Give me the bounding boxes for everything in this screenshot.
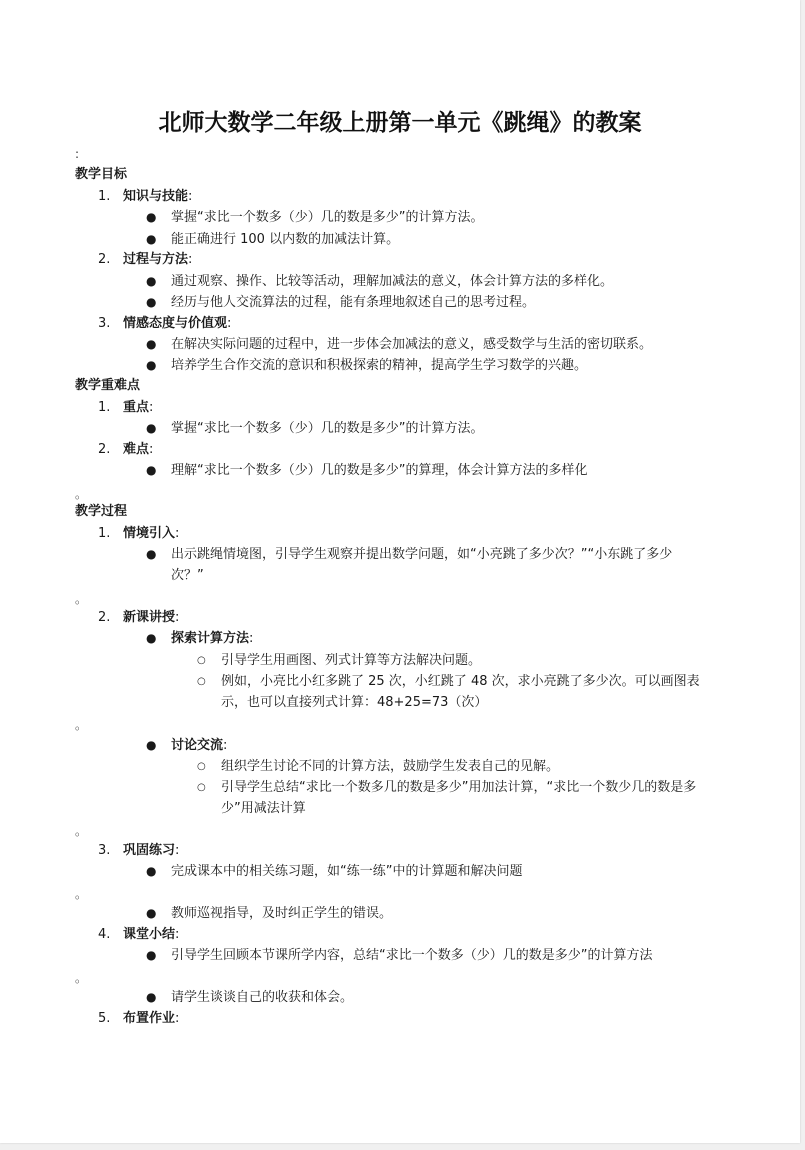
sub-bullet-text: 引导学生总结“求比一个数多几的数是多少”用加法计算，“求比一个数少几的数是多: [221, 780, 697, 795]
bullet-text-continued: 次？”: [171, 568, 204, 583]
list-number: 1.: [98, 189, 111, 204]
stray-period: 。: [75, 887, 88, 901]
stray-period: 。: [75, 718, 88, 732]
section-heading-keypoints: 教学重难点: [75, 378, 141, 393]
list-item-label: 巩固练习:: [123, 843, 180, 858]
circle-bullet-icon: ○: [197, 761, 206, 772]
bullet-text: 掌握“求比一个数多（少）几的数是多少”的计算方法。: [171, 210, 484, 225]
bullet-icon: ●: [146, 210, 157, 224]
list-number: 1.: [98, 400, 111, 415]
bullet-text: 教师巡视指导，及时纠正学生的错误。: [171, 906, 393, 921]
bullet-text: 引导学生回顾本节课所学内容，总结“求比一个数多（少）几的数是多少”的计算方法: [171, 948, 653, 963]
stray-colon: :: [75, 147, 80, 161]
bullet-text: 出示跳绳情境图，引导学生观察并提出数学问题，如“小亮跳了多少次？”“小东跳了多少: [171, 547, 673, 562]
bullet-text: 经历与他人交流算法的过程，能有条理地叙述自己的思考过程。: [171, 295, 536, 310]
stray-period: 。: [75, 487, 88, 501]
bullet-icon: ●: [146, 990, 157, 1004]
bullet-icon: ●: [146, 547, 157, 561]
section-heading-objectives: 教学目标: [75, 167, 128, 182]
stray-period: 。: [75, 592, 88, 606]
sub-bullet-text-continued: 少”用减法计算: [221, 801, 306, 816]
list-number: 4.: [98, 927, 111, 942]
bullet-icon: ●: [146, 337, 157, 351]
bullet-text: 完成课本中的相关练习题，如“练一练”中的计算题和解决问题: [171, 864, 523, 879]
bullet-text: 能正确进行 100 以内数的加减法计算。: [171, 232, 400, 247]
sub-bullet-text: 组织学生讨论不同的计算方法，鼓励学生发表自己的见解。: [221, 759, 560, 774]
bullet-text: 在解决实际问题的过程中，进一步体会加减法的意义，感受数学与生活的密切联系。: [171, 337, 653, 352]
list-item-label: 知识与技能:: [123, 189, 193, 204]
bullet-icon: ●: [146, 358, 157, 372]
list-item-label: 情感态度与价值观:: [123, 316, 232, 331]
list-item-label: 课堂小结:: [123, 927, 180, 942]
bullet-icon: ●: [146, 463, 157, 477]
list-number: 2.: [98, 252, 111, 267]
list-number: 5.: [98, 1011, 111, 1026]
stray-period: 。: [75, 971, 88, 985]
document-title: 北师大数学二年级上册第一单元《跳绳》的教案: [158, 110, 642, 136]
sub-bullet-text: 例如，小亮比小红多跳了 25 次，小红跳了 48 次，求小亮跳了多少次。可以画图表: [221, 674, 700, 689]
list-item-label: 新课讲授:: [123, 610, 180, 625]
bullet-text: 请学生谈谈自己的收获和体会。: [171, 990, 354, 1005]
list-item-label: 过程与方法:: [123, 252, 193, 267]
list-item-label: 情境引入:: [123, 526, 180, 541]
bullet-text: 理解“求比一个数多（少）几的数是多少”的算理，体会计算方法的多样化: [171, 463, 588, 478]
bullet-icon: ●: [146, 864, 157, 878]
circle-bullet-icon: ○: [197, 655, 206, 666]
list-number: 3.: [98, 843, 111, 858]
bullet-icon: ●: [146, 738, 157, 752]
bullet-icon: ●: [146, 295, 157, 309]
bullet-icon: ●: [146, 421, 157, 435]
bullet-icon: ●: [146, 232, 157, 246]
bullet-icon: ●: [146, 274, 157, 288]
section-heading-process: 教学过程: [75, 504, 128, 519]
bullet-icon: ●: [146, 948, 157, 962]
sub-heading-explore: 探索计算方法:: [171, 631, 254, 646]
bullet-text: 通过观察、操作、比较等活动，理解加减法的意义，体会计算方法的多样化。: [171, 274, 614, 289]
list-item-label: 布置作业:: [123, 1011, 180, 1026]
list-number: 3.: [98, 316, 111, 331]
bullet-text: 掌握“求比一个数多（少）几的数是多少”的计算方法。: [171, 421, 484, 436]
circle-bullet-icon: ○: [197, 782, 206, 793]
sub-heading-discuss: 讨论交流:: [171, 738, 228, 753]
list-number: 2.: [98, 610, 111, 625]
bullet-icon: ●: [146, 906, 157, 920]
sub-bullet-text: 引导学生用画图、列式计算等方法解决问题。: [221, 653, 482, 668]
list-number: 1.: [98, 526, 111, 541]
stray-period: 。: [75, 824, 88, 838]
circle-bullet-icon: ○: [197, 676, 206, 687]
list-item-label: 难点:: [123, 442, 154, 457]
bullet-icon: ●: [146, 631, 157, 645]
sub-bullet-text-continued: 示，也可以直接列式计算：48+25=73（次）: [221, 695, 488, 710]
bullet-text: 培养学生合作交流的意识和积极探索的精神，提高学生学习数学的兴趣。: [171, 358, 588, 373]
list-item-label: 重点:: [123, 400, 154, 415]
list-number: 2.: [98, 442, 111, 457]
